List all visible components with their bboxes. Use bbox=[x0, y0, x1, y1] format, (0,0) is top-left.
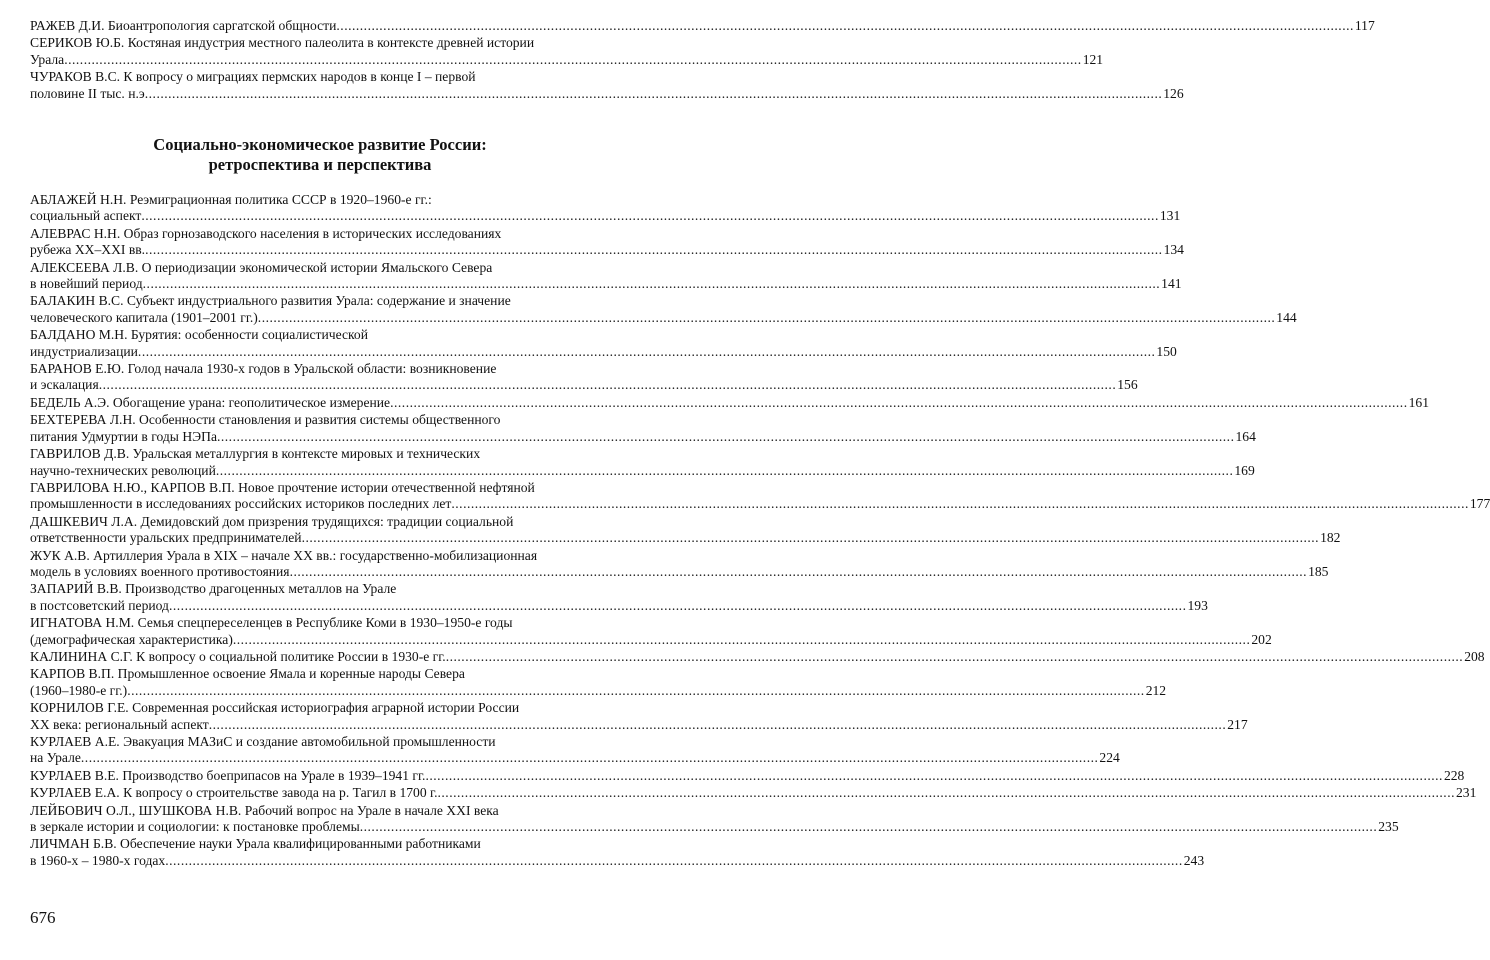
section-title-line: ретроспектива и перспектива bbox=[208, 155, 432, 174]
dot-leader bbox=[143, 276, 1161, 292]
dot-leader bbox=[390, 395, 1408, 411]
toc-entry bbox=[30, 69, 1184, 102]
dot-leader bbox=[127, 683, 1145, 699]
toc-entry bbox=[30, 192, 1181, 225]
toc-entry-text: БАЛАКИН В.С. Субъект индустриального развития Урала: содержание и значение bbox=[30, 293, 511, 309]
toc-entry-text: человеческого капитала (1901–2001 гг.) bbox=[30, 309, 258, 325]
toc-entry bbox=[30, 327, 1177, 360]
toc-entry-text: АЛЕКСЕЕВА Л.В. О периодизации экономической истории Ямальского Севера bbox=[30, 259, 493, 275]
toc-entry-text: АБЛАЖЕЙ Н.Н. Реэмиграционная политика СССР в 1920–1960-е гг.: bbox=[30, 192, 432, 207]
toc-entry-text: КАЛИНИНА С.Г. К вопросу о социальной политике России в 1930-е гг. bbox=[30, 648, 446, 664]
page-number: 676 bbox=[30, 908, 56, 927]
toc-entry bbox=[30, 767, 1465, 784]
toc-entry-text: КАРПОВ В.П. Промышленное освоение Ямала и коренные народы Севера bbox=[30, 666, 465, 682]
toc-page-number: 212 bbox=[1145, 682, 1167, 698]
toc-entry bbox=[30, 615, 1272, 648]
dot-leader bbox=[446, 649, 1464, 665]
toc-page-number: 193 bbox=[1187, 597, 1208, 613]
toc-page-number: 164 bbox=[1235, 428, 1256, 444]
toc-page-number: 228 bbox=[1443, 767, 1465, 783]
dot-leader bbox=[64, 52, 1082, 68]
dot-leader bbox=[290, 564, 1308, 580]
toc-entry-text: и эскалация bbox=[30, 377, 99, 393]
toc-page-number: 235 bbox=[1378, 819, 1399, 835]
toc-entry bbox=[30, 361, 1138, 394]
toc-page-number: 177 bbox=[1469, 496, 1490, 512]
toc-entry bbox=[30, 412, 1256, 445]
toc-entry-text: в постсоветский период bbox=[30, 597, 169, 613]
dot-leader bbox=[138, 344, 1156, 360]
dot-leader bbox=[169, 598, 1187, 614]
toc-entry bbox=[30, 446, 1255, 479]
dot-leader bbox=[302, 530, 1320, 546]
toc-entry bbox=[30, 666, 1167, 699]
toc-entry-text: БЕДЕЛЬ А.Э. Обогащение урана: геополитическое измерение bbox=[30, 394, 391, 410]
dot-leader bbox=[145, 86, 1163, 102]
toc-entry bbox=[30, 700, 1248, 733]
toc-page-number: 126 bbox=[1163, 85, 1184, 101]
toc-page-number: 150 bbox=[1156, 343, 1177, 359]
toc-entry-text: КУРЛАЕВ А.Е. Эвакуация МАЗиС и создание автомобильной промышленности bbox=[30, 734, 496, 749]
toc-entry-text: БАЛДАНО М.Н. Бурятия: особенности социалистической bbox=[30, 327, 368, 343]
section-title-line: Социально-экономическое развитие России: bbox=[153, 135, 487, 154]
toc-entry bbox=[30, 836, 1205, 869]
toc-entry-text: АЛЕВРАС Н.Н. Образ горнозаводского населения в исторических исследованиях bbox=[30, 225, 502, 241]
toc-entry-text: БЕХТЕРЕВА Л.Н. Особенности становления и развития системы общественного bbox=[30, 412, 501, 428]
toc-entry-text: РАЖЕВ Д.И. Биоантропология саргатской общности bbox=[30, 18, 337, 33]
toc-entry bbox=[30, 734, 1120, 767]
toc-entry-text: Урала bbox=[30, 51, 65, 67]
toc-page-number: 117 bbox=[1354, 18, 1375, 33]
toc-entry bbox=[30, 581, 1208, 614]
toc-entry-text: КУРЛАЕВ Е.А. К вопросу о строительстве завода на р. Тагил в 1700 г. bbox=[30, 785, 438, 801]
toc-page-number: 169 bbox=[1234, 462, 1255, 478]
toc-top-list bbox=[30, 18, 1375, 103]
toc-entry-text: в 1960-х – 1980-х годах bbox=[30, 852, 166, 868]
toc-entry-text: ИГНАТОВА Н.М. Семья спецпереселенцев в Республике Коми в 1930–1950-е годы bbox=[30, 615, 513, 631]
toc-entry bbox=[30, 394, 1429, 411]
toc-entry bbox=[30, 802, 1399, 836]
toc-entry-text: в новейший период bbox=[30, 276, 143, 292]
toc-entry-text: половине II тыс. н.э bbox=[30, 85, 145, 101]
toc-entry-text: ГАВРИЛОВА Н.Ю., КАРПОВ В.П. Новое прочтение истории отечественной нефтяной bbox=[30, 479, 535, 495]
toc-entry-text: на Урале bbox=[30, 750, 81, 766]
toc-entry-text: ЖУК А.В. Артиллерия Урала в XIX – начале XX вв.: государственно-мобилизационная bbox=[30, 547, 538, 563]
toc-entry-text: СЕРИКОВ Ю.Б. Костяная индустрия местного палеолита в контексте древней истории bbox=[30, 35, 535, 51]
toc-page-number: 202 bbox=[1251, 631, 1272, 647]
dot-leader bbox=[216, 463, 1234, 479]
toc-entry bbox=[30, 785, 1477, 801]
toc-entry bbox=[30, 293, 1297, 326]
dot-leader bbox=[209, 717, 1227, 733]
dot-leader bbox=[141, 208, 1159, 224]
toc-page-number: 182 bbox=[1320, 530, 1341, 546]
dot-leader bbox=[217, 429, 1235, 445]
toc-entry-text: XX века: региональный аспект bbox=[30, 716, 209, 732]
toc-page-number: 217 bbox=[1227, 716, 1248, 732]
toc-page-number: 156 bbox=[1117, 377, 1138, 393]
dot-leader bbox=[438, 785, 1456, 801]
toc-page-number: 185 bbox=[1308, 563, 1329, 579]
dot-leader bbox=[336, 18, 1354, 34]
toc-entry bbox=[30, 479, 1490, 513]
section-heading bbox=[30, 135, 610, 175]
toc-page-number: 144 bbox=[1276, 309, 1297, 325]
toc-entry-text: питания Удмуртии в годы НЭПа bbox=[30, 428, 217, 444]
toc-entry-text: ДАШКЕВИЧ Л.А. Демидовский дом призрения трудящихся: традиции социальной bbox=[30, 513, 514, 529]
toc-page-number: 208 bbox=[1464, 648, 1485, 664]
dot-leader bbox=[165, 853, 1183, 869]
toc-entry-text: (демографическая характеристика) bbox=[30, 631, 233, 647]
dot-leader bbox=[425, 768, 1443, 784]
toc-entry-text: БАРАНОВ Е.Ю. Голод начала 1930-х годов в Уральской области: возникновение bbox=[30, 361, 497, 377]
toc-entry-text: ЛИЧМАН Б.В. Обеспечение науки Урала квалифицированными работниками bbox=[30, 836, 481, 852]
toc-entry-text: рубежа XX–XXI вв. bbox=[30, 242, 146, 258]
dot-leader bbox=[99, 377, 1117, 393]
toc-page-number: 161 bbox=[1408, 394, 1429, 410]
toc-entry-text: ЧУРАКОВ В.С. К вопросу о миграциях пермских народов в конце I – первой bbox=[30, 69, 476, 85]
toc-entry bbox=[30, 648, 1485, 665]
toc-entry bbox=[30, 18, 1375, 34]
dot-leader bbox=[81, 750, 1099, 766]
dot-leader bbox=[258, 310, 1276, 326]
dot-leader bbox=[145, 242, 1163, 258]
toc-page-number: 121 bbox=[1082, 51, 1104, 67]
dot-leader bbox=[360, 819, 1378, 835]
toc-entry-text: ГАВРИЛОВ Д.В. Уральская металлургия в контексте мировых и технических bbox=[30, 446, 481, 462]
toc-entry-text: в зеркале истории и социологии: к постановке проблемы bbox=[30, 819, 360, 835]
toc-entry bbox=[30, 225, 1184, 259]
dot-leader bbox=[233, 632, 1251, 648]
dot-leader bbox=[451, 496, 1469, 512]
toc-page-number: 134 bbox=[1163, 242, 1184, 258]
toc-entry-text: ответственности уральских предпринимателей bbox=[30, 530, 302, 546]
toc-entry-text: социальный аспект bbox=[30, 208, 142, 224]
toc-entry bbox=[30, 513, 1341, 547]
toc-entry-text: КУРЛАЕВ В.Е. Производство боеприпасов на Урале в 1939–1941 гг. bbox=[30, 767, 426, 783]
toc-page-number: 243 bbox=[1183, 852, 1205, 868]
toc-entry bbox=[30, 547, 1329, 581]
toc-entry-text: (1960–1980-е гг.) bbox=[30, 682, 128, 698]
toc-entry-text: научно-технических революций bbox=[30, 462, 216, 478]
toc-entry-text: ЛЕЙБОВИЧ О.Л., ШУШКОВА Н.В. Рабочий вопрос на Урале в начале XXI века bbox=[30, 802, 499, 818]
toc-section-list bbox=[30, 192, 1490, 870]
toc-page-number: 131 bbox=[1159, 208, 1181, 224]
toc-entry bbox=[30, 259, 1182, 293]
toc-entry bbox=[30, 35, 1104, 68]
toc-page-number: 224 bbox=[1099, 750, 1120, 766]
toc-entry-text: ЗАПАРИЙ В.В. Производство драгоценных металлов на Урале bbox=[30, 581, 397, 597]
toc-entry-text: модель в условиях военного противостояния bbox=[30, 563, 290, 579]
toc-entry-text: индустриализации bbox=[30, 343, 138, 359]
toc-page-number: 231 bbox=[1456, 785, 1477, 801]
toc-entry-text: промышленности в исследованиях российских историков последних лет bbox=[30, 496, 452, 512]
toc-entry-text: КОРНИЛОВ Г.Е. Современная российская историография аграрной истории России bbox=[30, 700, 520, 716]
toc-page-number: 141 bbox=[1161, 276, 1182, 292]
